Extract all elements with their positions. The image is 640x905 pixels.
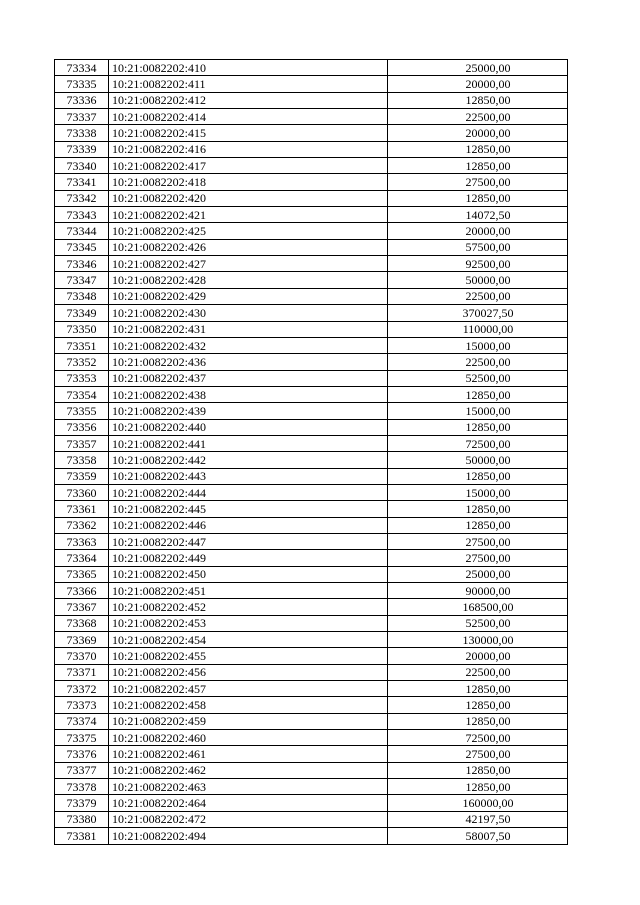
cadastral-number-cell: 10:21:0082202:411 [109, 76, 388, 92]
row-number-cell: 73359 [55, 468, 109, 484]
row-number-cell: 73335 [55, 76, 109, 92]
cadastral-number-cell: 10:21:0082202:410 [109, 60, 388, 76]
table-row [55, 386, 568, 402]
row-number-cell: 73343 [55, 207, 109, 223]
amount-cell: 12850,00 [388, 468, 568, 484]
cadastral-number-cell: 10:21:0082202:458 [109, 697, 388, 713]
cadastral-number-cell: 10:21:0082202:463 [109, 779, 388, 795]
table-row [55, 207, 568, 223]
cadastral-number-cell: 10:21:0082202:453 [109, 615, 388, 631]
amount-cell: 72500,00 [388, 730, 568, 746]
row-number-cell: 73338 [55, 125, 109, 141]
amount-cell: 22500,00 [388, 354, 568, 370]
table-row [55, 419, 568, 435]
table-row [55, 648, 568, 664]
table-row [55, 125, 568, 141]
row-number-cell: 73355 [55, 403, 109, 419]
row-number-cell: 73354 [55, 386, 109, 402]
cadastral-number-cell: 10:21:0082202:449 [109, 550, 388, 566]
cadastral-number-cell: 10:21:0082202:416 [109, 141, 388, 157]
amount-cell: 50000,00 [388, 272, 568, 288]
row-number-cell: 73378 [55, 779, 109, 795]
row-number-cell: 73353 [55, 370, 109, 386]
row-number-cell: 73336 [55, 92, 109, 108]
table-row [55, 533, 568, 549]
document-page [54, 59, 568, 845]
data-table [54, 59, 568, 845]
row-number-cell: 73352 [55, 354, 109, 370]
amount-cell: 15000,00 [388, 403, 568, 419]
cadastral-number-cell: 10:21:0082202:445 [109, 501, 388, 517]
table-row [55, 484, 568, 500]
cadastral-number-cell: 10:21:0082202:456 [109, 664, 388, 680]
table-row [55, 811, 568, 827]
cadastral-number-cell: 10:21:0082202:444 [109, 484, 388, 500]
table-row [55, 501, 568, 517]
table-row [55, 615, 568, 631]
amount-cell: 20000,00 [388, 223, 568, 239]
row-number-cell: 73357 [55, 435, 109, 451]
cadastral-number-cell: 10:21:0082202:462 [109, 762, 388, 778]
cadastral-number-cell: 10:21:0082202:420 [109, 190, 388, 206]
amount-cell: 12850,00 [388, 779, 568, 795]
cadastral-number-cell: 10:21:0082202:428 [109, 272, 388, 288]
table-row [55, 566, 568, 582]
cadastral-number-cell: 10:21:0082202:429 [109, 288, 388, 304]
cadastral-number-cell: 10:21:0082202:415 [109, 125, 388, 141]
amount-cell: 20000,00 [388, 648, 568, 664]
table-row [55, 158, 568, 174]
amount-cell: 160000,00 [388, 795, 568, 811]
table-row [55, 828, 568, 844]
cadastral-number-cell: 10:21:0082202:472 [109, 811, 388, 827]
cadastral-number-cell: 10:21:0082202:460 [109, 730, 388, 746]
row-number-cell: 73356 [55, 419, 109, 435]
amount-cell: 20000,00 [388, 125, 568, 141]
amount-cell: 52500,00 [388, 370, 568, 386]
table-row [55, 435, 568, 451]
cadastral-number-cell: 10:21:0082202:441 [109, 435, 388, 451]
amount-cell: 27500,00 [388, 533, 568, 549]
amount-cell: 12850,00 [388, 386, 568, 402]
amount-cell: 22500,00 [388, 288, 568, 304]
row-number-cell: 73376 [55, 746, 109, 762]
amount-cell: 15000,00 [388, 337, 568, 353]
table-row [55, 239, 568, 255]
table-row [55, 354, 568, 370]
table-row [55, 713, 568, 729]
table-row [55, 468, 568, 484]
row-number-cell: 73341 [55, 174, 109, 190]
amount-cell: 22500,00 [388, 664, 568, 680]
amount-cell: 12850,00 [388, 697, 568, 713]
cadastral-number-cell: 10:21:0082202:454 [109, 632, 388, 648]
amount-cell: 27500,00 [388, 174, 568, 190]
row-number-cell: 73347 [55, 272, 109, 288]
table-row [55, 141, 568, 157]
cadastral-number-cell: 10:21:0082202:440 [109, 419, 388, 435]
cadastral-number-cell: 10:21:0082202:450 [109, 566, 388, 582]
table-row [55, 599, 568, 615]
amount-cell: 168500,00 [388, 599, 568, 615]
cadastral-number-cell: 10:21:0082202:432 [109, 337, 388, 353]
table-row [55, 779, 568, 795]
cadastral-number-cell: 10:21:0082202:436 [109, 354, 388, 370]
cadastral-number-cell: 10:21:0082202:459 [109, 713, 388, 729]
cadastral-number-cell: 10:21:0082202:412 [109, 92, 388, 108]
cadastral-number-cell: 10:21:0082202:426 [109, 239, 388, 255]
row-number-cell: 73372 [55, 681, 109, 697]
amount-cell: 20000,00 [388, 76, 568, 92]
amount-cell: 12850,00 [388, 762, 568, 778]
table-row [55, 681, 568, 697]
row-number-cell: 73351 [55, 337, 109, 353]
amount-cell: 42197,50 [388, 811, 568, 827]
row-number-cell: 73346 [55, 256, 109, 272]
amount-cell: 15000,00 [388, 484, 568, 500]
table-row [55, 550, 568, 566]
table-row [55, 190, 568, 206]
row-number-cell: 73370 [55, 648, 109, 664]
row-number-cell: 73368 [55, 615, 109, 631]
row-number-cell: 73366 [55, 583, 109, 599]
table-row [55, 664, 568, 680]
cadastral-number-cell: 10:21:0082202:425 [109, 223, 388, 239]
row-number-cell: 73360 [55, 484, 109, 500]
amount-cell: 12850,00 [388, 141, 568, 157]
amount-cell: 110000,00 [388, 321, 568, 337]
row-number-cell: 73344 [55, 223, 109, 239]
cadastral-number-cell: 10:21:0082202:461 [109, 746, 388, 762]
amount-cell: 90000,00 [388, 583, 568, 599]
amount-cell: 12850,00 [388, 419, 568, 435]
table-row [55, 452, 568, 468]
cadastral-number-cell: 10:21:0082202:417 [109, 158, 388, 174]
amount-cell: 57500,00 [388, 239, 568, 255]
table-row [55, 92, 568, 108]
cadastral-number-cell: 10:21:0082202:464 [109, 795, 388, 811]
table-row [55, 337, 568, 353]
row-number-cell: 73363 [55, 533, 109, 549]
amount-cell: 12850,00 [388, 190, 568, 206]
row-number-cell: 73337 [55, 109, 109, 125]
row-number-cell: 73365 [55, 566, 109, 582]
cadastral-number-cell: 10:21:0082202:451 [109, 583, 388, 599]
table-row [55, 795, 568, 811]
row-number-cell: 73340 [55, 158, 109, 174]
amount-cell: 12850,00 [388, 517, 568, 533]
row-number-cell: 73367 [55, 599, 109, 615]
table-row [55, 403, 568, 419]
cadastral-number-cell: 10:21:0082202:443 [109, 468, 388, 484]
amount-cell: 14072,50 [388, 207, 568, 223]
amount-cell: 12850,00 [388, 713, 568, 729]
cadastral-number-cell: 10:21:0082202:447 [109, 533, 388, 549]
row-number-cell: 73377 [55, 762, 109, 778]
row-number-cell: 73348 [55, 288, 109, 304]
table-row [55, 697, 568, 713]
cadastral-number-cell: 10:21:0082202:446 [109, 517, 388, 533]
table-row [55, 76, 568, 92]
row-number-cell: 73369 [55, 632, 109, 648]
amount-cell: 12850,00 [388, 92, 568, 108]
amount-cell: 50000,00 [388, 452, 568, 468]
cadastral-number-cell: 10:21:0082202:421 [109, 207, 388, 223]
amount-cell: 52500,00 [388, 615, 568, 631]
amount-cell: 25000,00 [388, 566, 568, 582]
row-number-cell: 73373 [55, 697, 109, 713]
table-row [55, 256, 568, 272]
row-number-cell: 73342 [55, 190, 109, 206]
table-row [55, 746, 568, 762]
table-row [55, 370, 568, 386]
amount-cell: 27500,00 [388, 746, 568, 762]
table-row [55, 583, 568, 599]
table-row [55, 109, 568, 125]
table-row [55, 223, 568, 239]
row-number-cell: 73381 [55, 828, 109, 844]
cadastral-number-cell: 10:21:0082202:452 [109, 599, 388, 615]
row-number-cell: 73371 [55, 664, 109, 680]
table-row [55, 174, 568, 190]
cadastral-number-cell: 10:21:0082202:439 [109, 403, 388, 419]
amount-cell: 12850,00 [388, 501, 568, 517]
table-row [55, 632, 568, 648]
row-number-cell: 73345 [55, 239, 109, 255]
cadastral-number-cell: 10:21:0082202:442 [109, 452, 388, 468]
row-number-cell: 73358 [55, 452, 109, 468]
table-row [55, 762, 568, 778]
row-number-cell: 73361 [55, 501, 109, 517]
amount-cell: 92500,00 [388, 256, 568, 272]
amount-cell: 72500,00 [388, 435, 568, 451]
cadastral-number-cell: 10:21:0082202:430 [109, 305, 388, 321]
row-number-cell: 73374 [55, 713, 109, 729]
cadastral-number-cell: 10:21:0082202:437 [109, 370, 388, 386]
amount-cell: 27500,00 [388, 550, 568, 566]
cadastral-number-cell: 10:21:0082202:418 [109, 174, 388, 190]
row-number-cell: 73364 [55, 550, 109, 566]
row-number-cell: 73339 [55, 141, 109, 157]
table-row [55, 517, 568, 533]
table-row [55, 321, 568, 337]
table-row [55, 288, 568, 304]
table-row [55, 305, 568, 321]
row-number-cell: 73379 [55, 795, 109, 811]
cadastral-number-cell: 10:21:0082202:455 [109, 648, 388, 664]
amount-cell: 22500,00 [388, 109, 568, 125]
cadastral-number-cell: 10:21:0082202:427 [109, 256, 388, 272]
row-number-cell: 73380 [55, 811, 109, 827]
row-number-cell: 73349 [55, 305, 109, 321]
table-body [55, 60, 568, 845]
amount-cell: 25000,00 [388, 60, 568, 76]
row-number-cell: 73350 [55, 321, 109, 337]
cadastral-number-cell: 10:21:0082202:431 [109, 321, 388, 337]
row-number-cell: 73375 [55, 730, 109, 746]
table-row [55, 272, 568, 288]
cadastral-number-cell: 10:21:0082202:414 [109, 109, 388, 125]
amount-cell: 12850,00 [388, 681, 568, 697]
amount-cell: 58007,50 [388, 828, 568, 844]
row-number-cell: 73334 [55, 60, 109, 76]
row-number-cell: 73362 [55, 517, 109, 533]
cadastral-number-cell: 10:21:0082202:494 [109, 828, 388, 844]
table-row [55, 730, 568, 746]
amount-cell: 12850,00 [388, 158, 568, 174]
cadastral-number-cell: 10:21:0082202:457 [109, 681, 388, 697]
amount-cell: 130000,00 [388, 632, 568, 648]
table-row [55, 60, 568, 76]
amount-cell: 370027,50 [388, 305, 568, 321]
cadastral-number-cell: 10:21:0082202:438 [109, 386, 388, 402]
